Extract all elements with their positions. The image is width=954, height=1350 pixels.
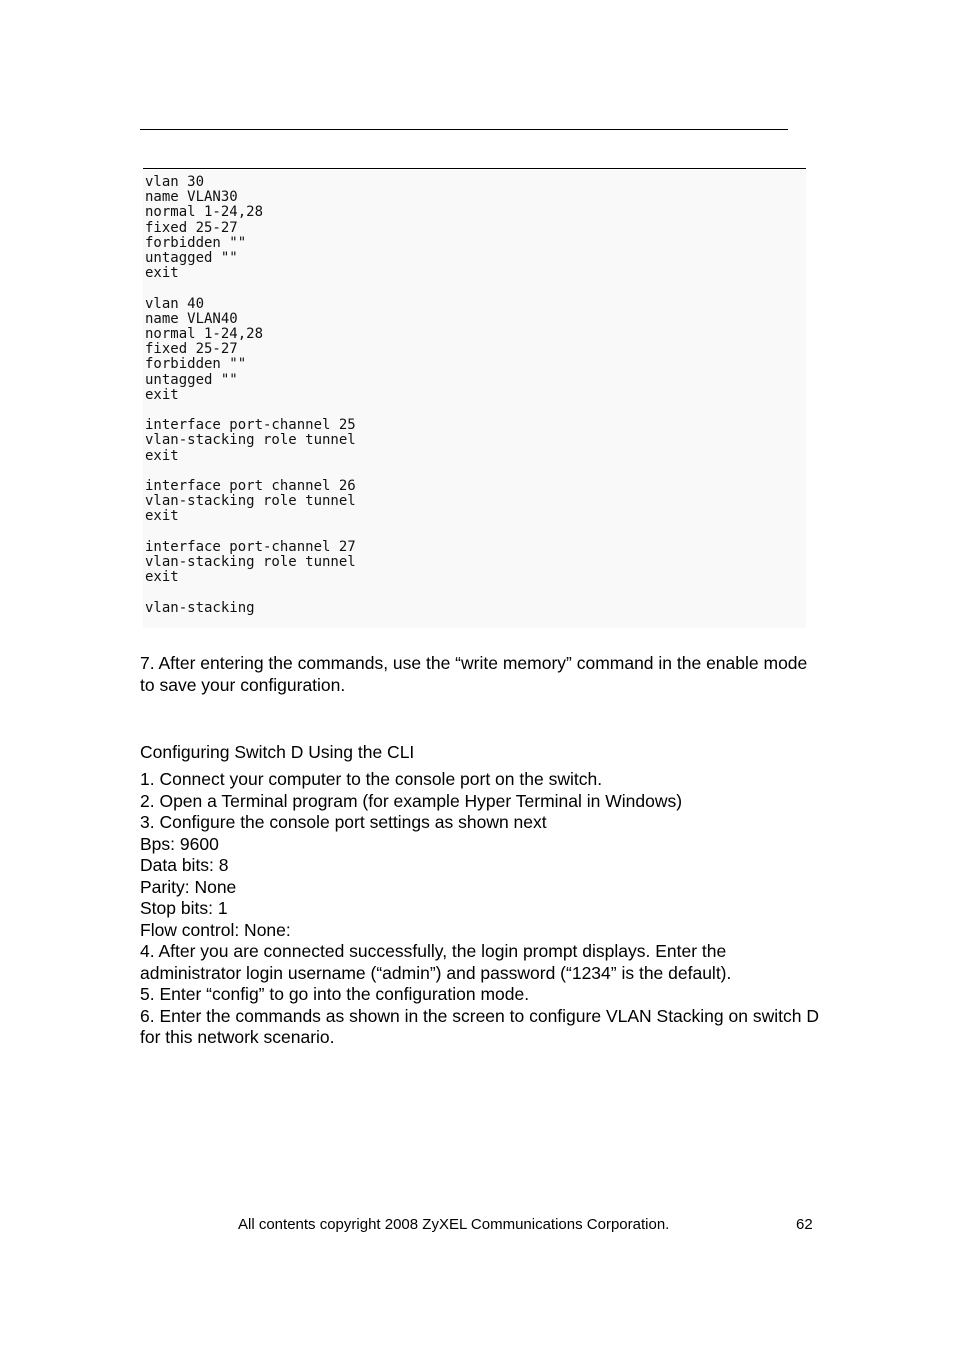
step-7-text: 7. After entering the commands, use the “write memory” command in the enable mode to save your configuration. (140, 653, 808, 695)
code-line (145, 403, 356, 418)
step-item: Stop bits: 1 (140, 898, 228, 918)
step-item: Bps: 9600 (140, 833, 219, 854)
code-line: exit (145, 508, 179, 525)
code-line: fixed 25-27 (145, 341, 238, 358)
step-item: 3. Configure the console port settings as shown next (140, 812, 547, 832)
steps-list (140, 769, 820, 1049)
step-item: 4. After you are connected successfully, the login prompt displays. Enter the administrator login username (“admin”) and password (“1234” is the default). (140, 941, 732, 983)
step-item: 1. Connect your computer to the console port on the switch. (140, 769, 603, 789)
code-line: name VLAN40 (145, 310, 238, 327)
code-line (145, 585, 356, 600)
code-line: forbidden "" (145, 234, 247, 251)
footer-copyright: All contents copyright 2008 ZyXEL Communications Corporation. (238, 1216, 670, 1233)
code-line: untagged "" (145, 250, 238, 267)
section-heading: Configuring Switch D Using the CLI (140, 742, 415, 762)
step-item: Parity: None (140, 876, 237, 897)
step-item: Flow control: None: (140, 919, 291, 940)
code-line: exit (145, 386, 179, 403)
code-line: vlan 30 (145, 174, 205, 190)
code-line: exit (145, 447, 179, 464)
code-line: vlan 40 (145, 295, 205, 312)
cli-command-listing (145, 175, 356, 616)
step-item: 2. Open a Terminal program (for example Hyper Terminal in Windows) (140, 790, 683, 811)
code-line: vlan-stacking role tunnel (145, 554, 356, 571)
step-item: Data bits: 8 (140, 855, 229, 875)
code-line: exit (145, 569, 179, 586)
code-line: interface port-channel 27 (145, 538, 356, 555)
code-line: normal 1-24,28 (145, 326, 264, 343)
page-number: 62 (796, 1216, 813, 1233)
code-line: interface port-channel 25 (145, 417, 356, 434)
header-divider (140, 129, 788, 130)
code-line: exit (145, 265, 179, 282)
code-line (145, 525, 356, 540)
code-line: vlan-stacking (145, 599, 255, 616)
step-item: 6. Enter the commands as shown in the screen to configure VLAN Stacking on switch D for this network scenario. (140, 1005, 819, 1047)
code-line: forbidden "" (145, 356, 247, 373)
code-line: vlan-stacking role tunnel (145, 493, 356, 510)
code-line: name VLAN30 (145, 189, 238, 206)
code-block-divider (143, 168, 806, 169)
code-line: normal 1-24,28 (145, 204, 264, 221)
code-line: untagged "" (145, 371, 238, 388)
code-line: vlan-stacking role tunnel (145, 432, 356, 449)
code-line: interface port channel 26 (145, 478, 356, 495)
code-line (145, 281, 356, 296)
step-item: 5. Enter “config” to go into the configuration mode. (140, 984, 530, 1004)
code-line: fixed 25-27 (145, 219, 238, 236)
code-line (145, 464, 356, 479)
